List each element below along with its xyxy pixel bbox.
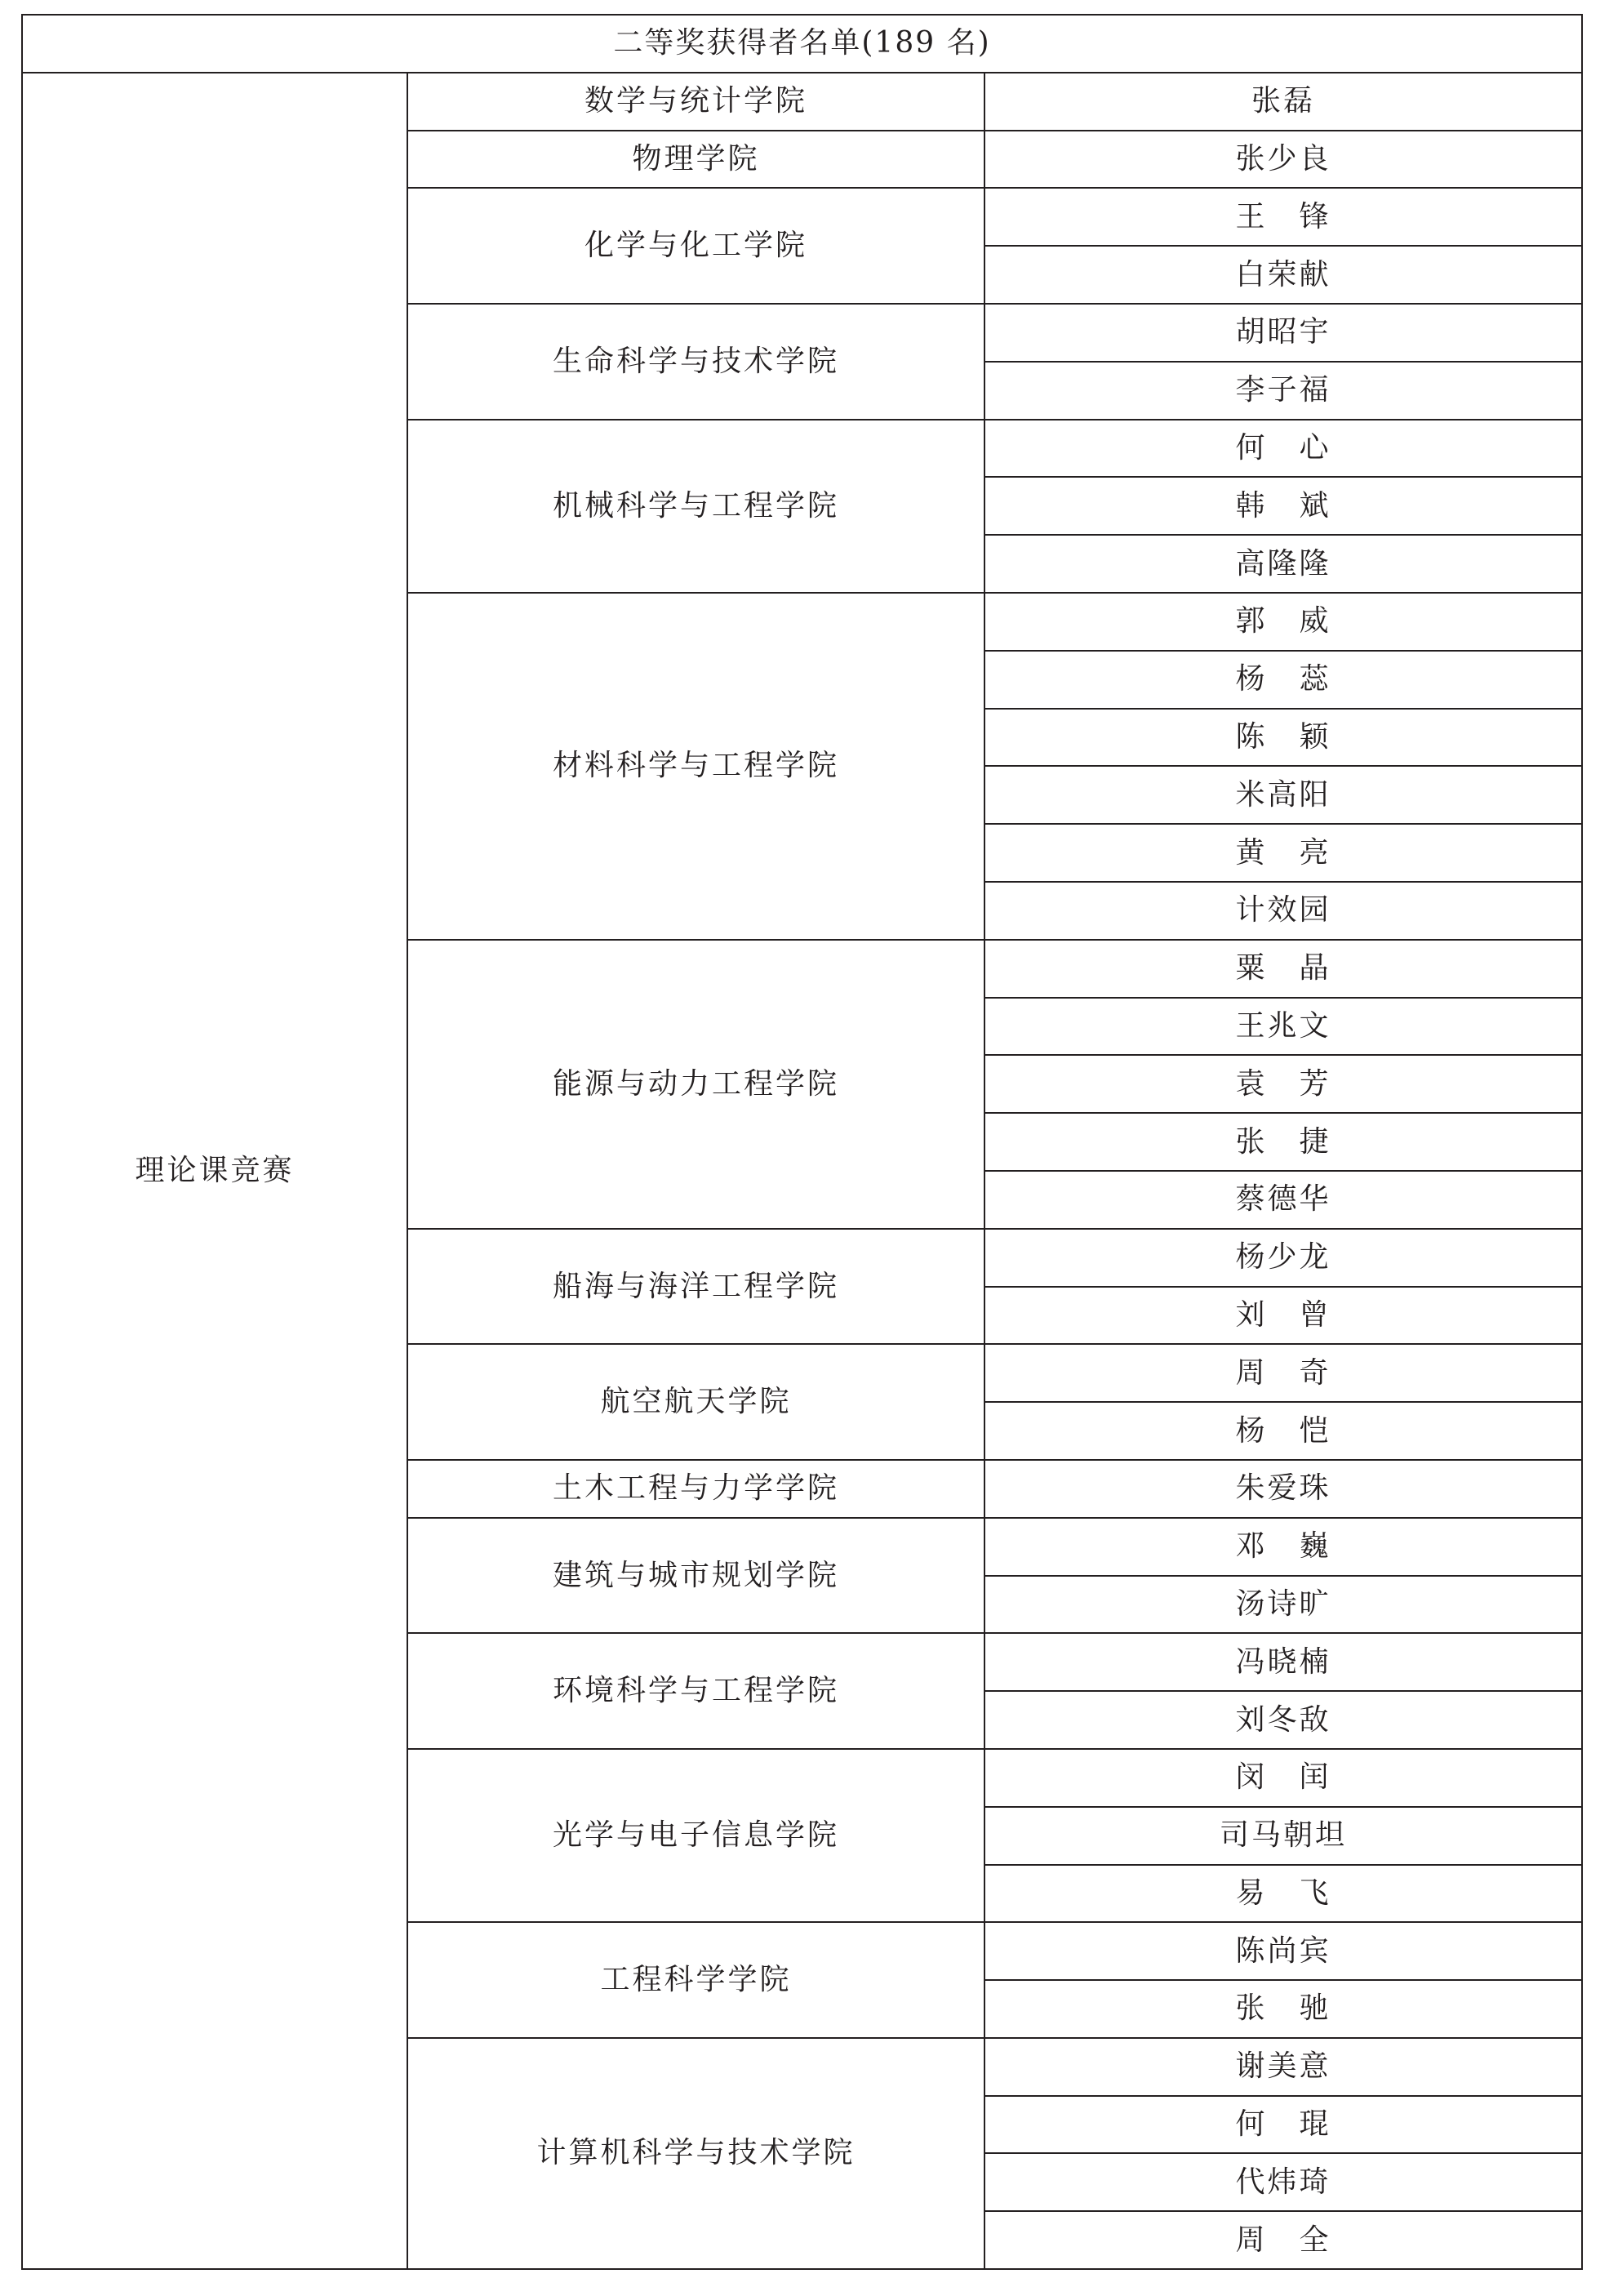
winner-name-cell: 郭 威	[984, 593, 1582, 651]
school-cell: 船海与海洋工程学院	[407, 1229, 984, 1345]
winner-name-cell: 代炜琦	[984, 2153, 1582, 2211]
winner-name-cell: 黄 亮	[984, 824, 1582, 882]
category-cell: 理论课竞赛	[22, 73, 407, 2269]
school-cell: 生命科学与技术学院	[407, 304, 984, 420]
winner-name-cell: 何 琨	[984, 2096, 1582, 2154]
winner-name-cell: 高隆隆	[984, 535, 1582, 593]
winner-name-cell: 白荣献	[984, 246, 1582, 304]
winner-name-cell: 王 锋	[984, 188, 1582, 246]
winner-name-cell: 何 心	[984, 420, 1582, 478]
school-cell: 环境科学与工程学院	[407, 1633, 984, 1749]
winner-name-cell: 陈 颖	[984, 709, 1582, 767]
winner-name-cell: 张 驰	[984, 1980, 1582, 2038]
winner-name-cell: 杨少龙	[984, 1229, 1582, 1287]
school-cell: 光学与电子信息学院	[407, 1749, 984, 1922]
winner-name-cell: 李子福	[984, 362, 1582, 420]
winner-name-cell: 计效园	[984, 882, 1582, 940]
winner-name-cell: 张磊	[984, 73, 1582, 131]
winner-name-cell: 袁 芳	[984, 1055, 1582, 1113]
school-cell: 土木工程与力学学院	[407, 1460, 984, 1518]
winner-name-cell: 朱爱珠	[984, 1460, 1582, 1518]
school-cell: 航空航天学院	[407, 1344, 984, 1460]
school-cell: 材料科学与工程学院	[407, 593, 984, 940]
winner-name-cell: 谢美意	[984, 2038, 1582, 2096]
winner-name-cell: 冯晓楠	[984, 1633, 1582, 1691]
award-table-body	[22, 15, 1582, 2269]
winner-name-cell: 杨 蕊	[984, 651, 1582, 709]
winner-name-cell: 刘冬敌	[984, 1691, 1582, 1749]
winner-name-cell: 闵 闰	[984, 1749, 1582, 1807]
winner-name-cell: 周 全	[984, 2211, 1582, 2269]
winner-name-cell: 刘 曾	[984, 1287, 1582, 1345]
winner-name-cell: 米高阳	[984, 766, 1582, 824]
school-cell: 建筑与城市规划学院	[407, 1518, 984, 1634]
school-cell: 化学与化工学院	[407, 188, 984, 304]
winner-name-cell: 陈尚宾	[984, 1922, 1582, 1980]
school-cell: 机械科学与工程学院	[407, 420, 984, 593]
school-cell: 工程科学学院	[407, 1922, 984, 2038]
winner-name-cell: 张 捷	[984, 1113, 1582, 1171]
table-title: 二等奖获得者名单(189 名)	[22, 15, 1582, 73]
winner-name-cell: 司马朝坦	[984, 1807, 1582, 1865]
winner-name-cell: 韩 斌	[984, 477, 1582, 535]
winner-name-cell: 杨 恺	[984, 1402, 1582, 1460]
award-table	[21, 14, 1583, 2270]
winner-name-cell: 胡昭宇	[984, 304, 1582, 362]
school-cell: 物理学院	[407, 131, 984, 189]
winner-name-cell: 张少良	[984, 131, 1582, 189]
title-row	[22, 15, 1582, 73]
school-cell: 数学与统计学院	[407, 73, 984, 131]
winner-name-cell: 邓 巍	[984, 1518, 1582, 1576]
winner-name-cell: 汤诗旷	[984, 1576, 1582, 1634]
winner-name-cell: 王兆文	[984, 998, 1582, 1056]
winner-name-cell: 周 奇	[984, 1344, 1582, 1402]
school-cell: 计算机科学与技术学院	[407, 2038, 984, 2269]
winner-name-cell: 易 飞	[984, 1865, 1582, 1923]
school-cell: 能源与动力工程学院	[407, 940, 984, 1229]
winner-name-cell: 粟 晶	[984, 940, 1582, 998]
table-row	[22, 73, 1582, 131]
winner-name-cell: 蔡德华	[984, 1171, 1582, 1229]
